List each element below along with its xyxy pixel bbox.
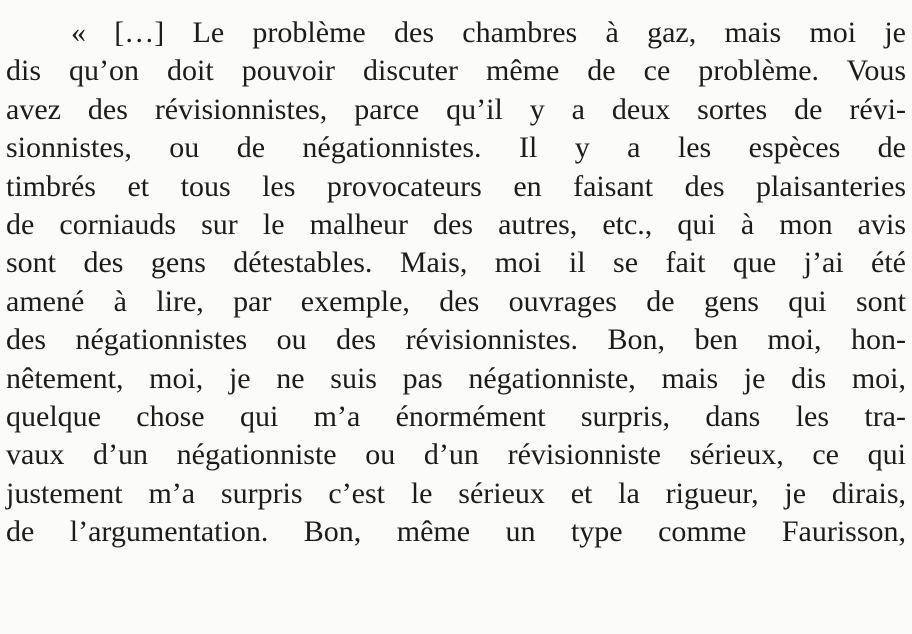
text-line: quelque chose qui m’a énormément surpris, dans les tra- bbox=[6, 399, 906, 433]
text-line: dis qu’on doit pouvoir discuter même de ce problème. Vous bbox=[6, 54, 906, 88]
text-line: justement m’a surpris c’est le sérieux et la rigueur, je dirais, bbox=[6, 476, 906, 510]
text-line: de corniauds sur le malheur des autres, etc., qui à mon avis bbox=[6, 207, 906, 241]
quoted-paragraph bbox=[6, 14, 906, 551]
text-line: avez des révisionnistes, parce qu’il y a deux sortes de révi- bbox=[6, 92, 906, 126]
text-line: « […] Le problème des chambres à gaz, mais moi je bbox=[71, 16, 906, 49]
text-line: des négationnistes ou des révisionnistes. Bon, ben moi, hon- bbox=[6, 323, 906, 357]
text-line: vaux d’un négationniste ou d’un révisionniste sérieux, ce qui bbox=[6, 438, 906, 472]
text-line: sionnistes, ou de négationnistes. Il y a les espèces de bbox=[6, 131, 906, 165]
text-line: de l’argumentation. Bon, même un type comme Faurisson, bbox=[6, 515, 906, 549]
text-line: nêtement, moi, je ne suis pas négationniste, mais je dis moi, bbox=[6, 361, 906, 395]
text-line: sont des gens détestables. Mais, moi il se fait que j’ai été bbox=[6, 246, 906, 280]
text-line: amené à lire, par exemple, des ouvrages de gens qui sont bbox=[6, 284, 906, 318]
text-line: timbrés et tous les provocateurs en faisant des plaisanteries bbox=[6, 169, 906, 203]
